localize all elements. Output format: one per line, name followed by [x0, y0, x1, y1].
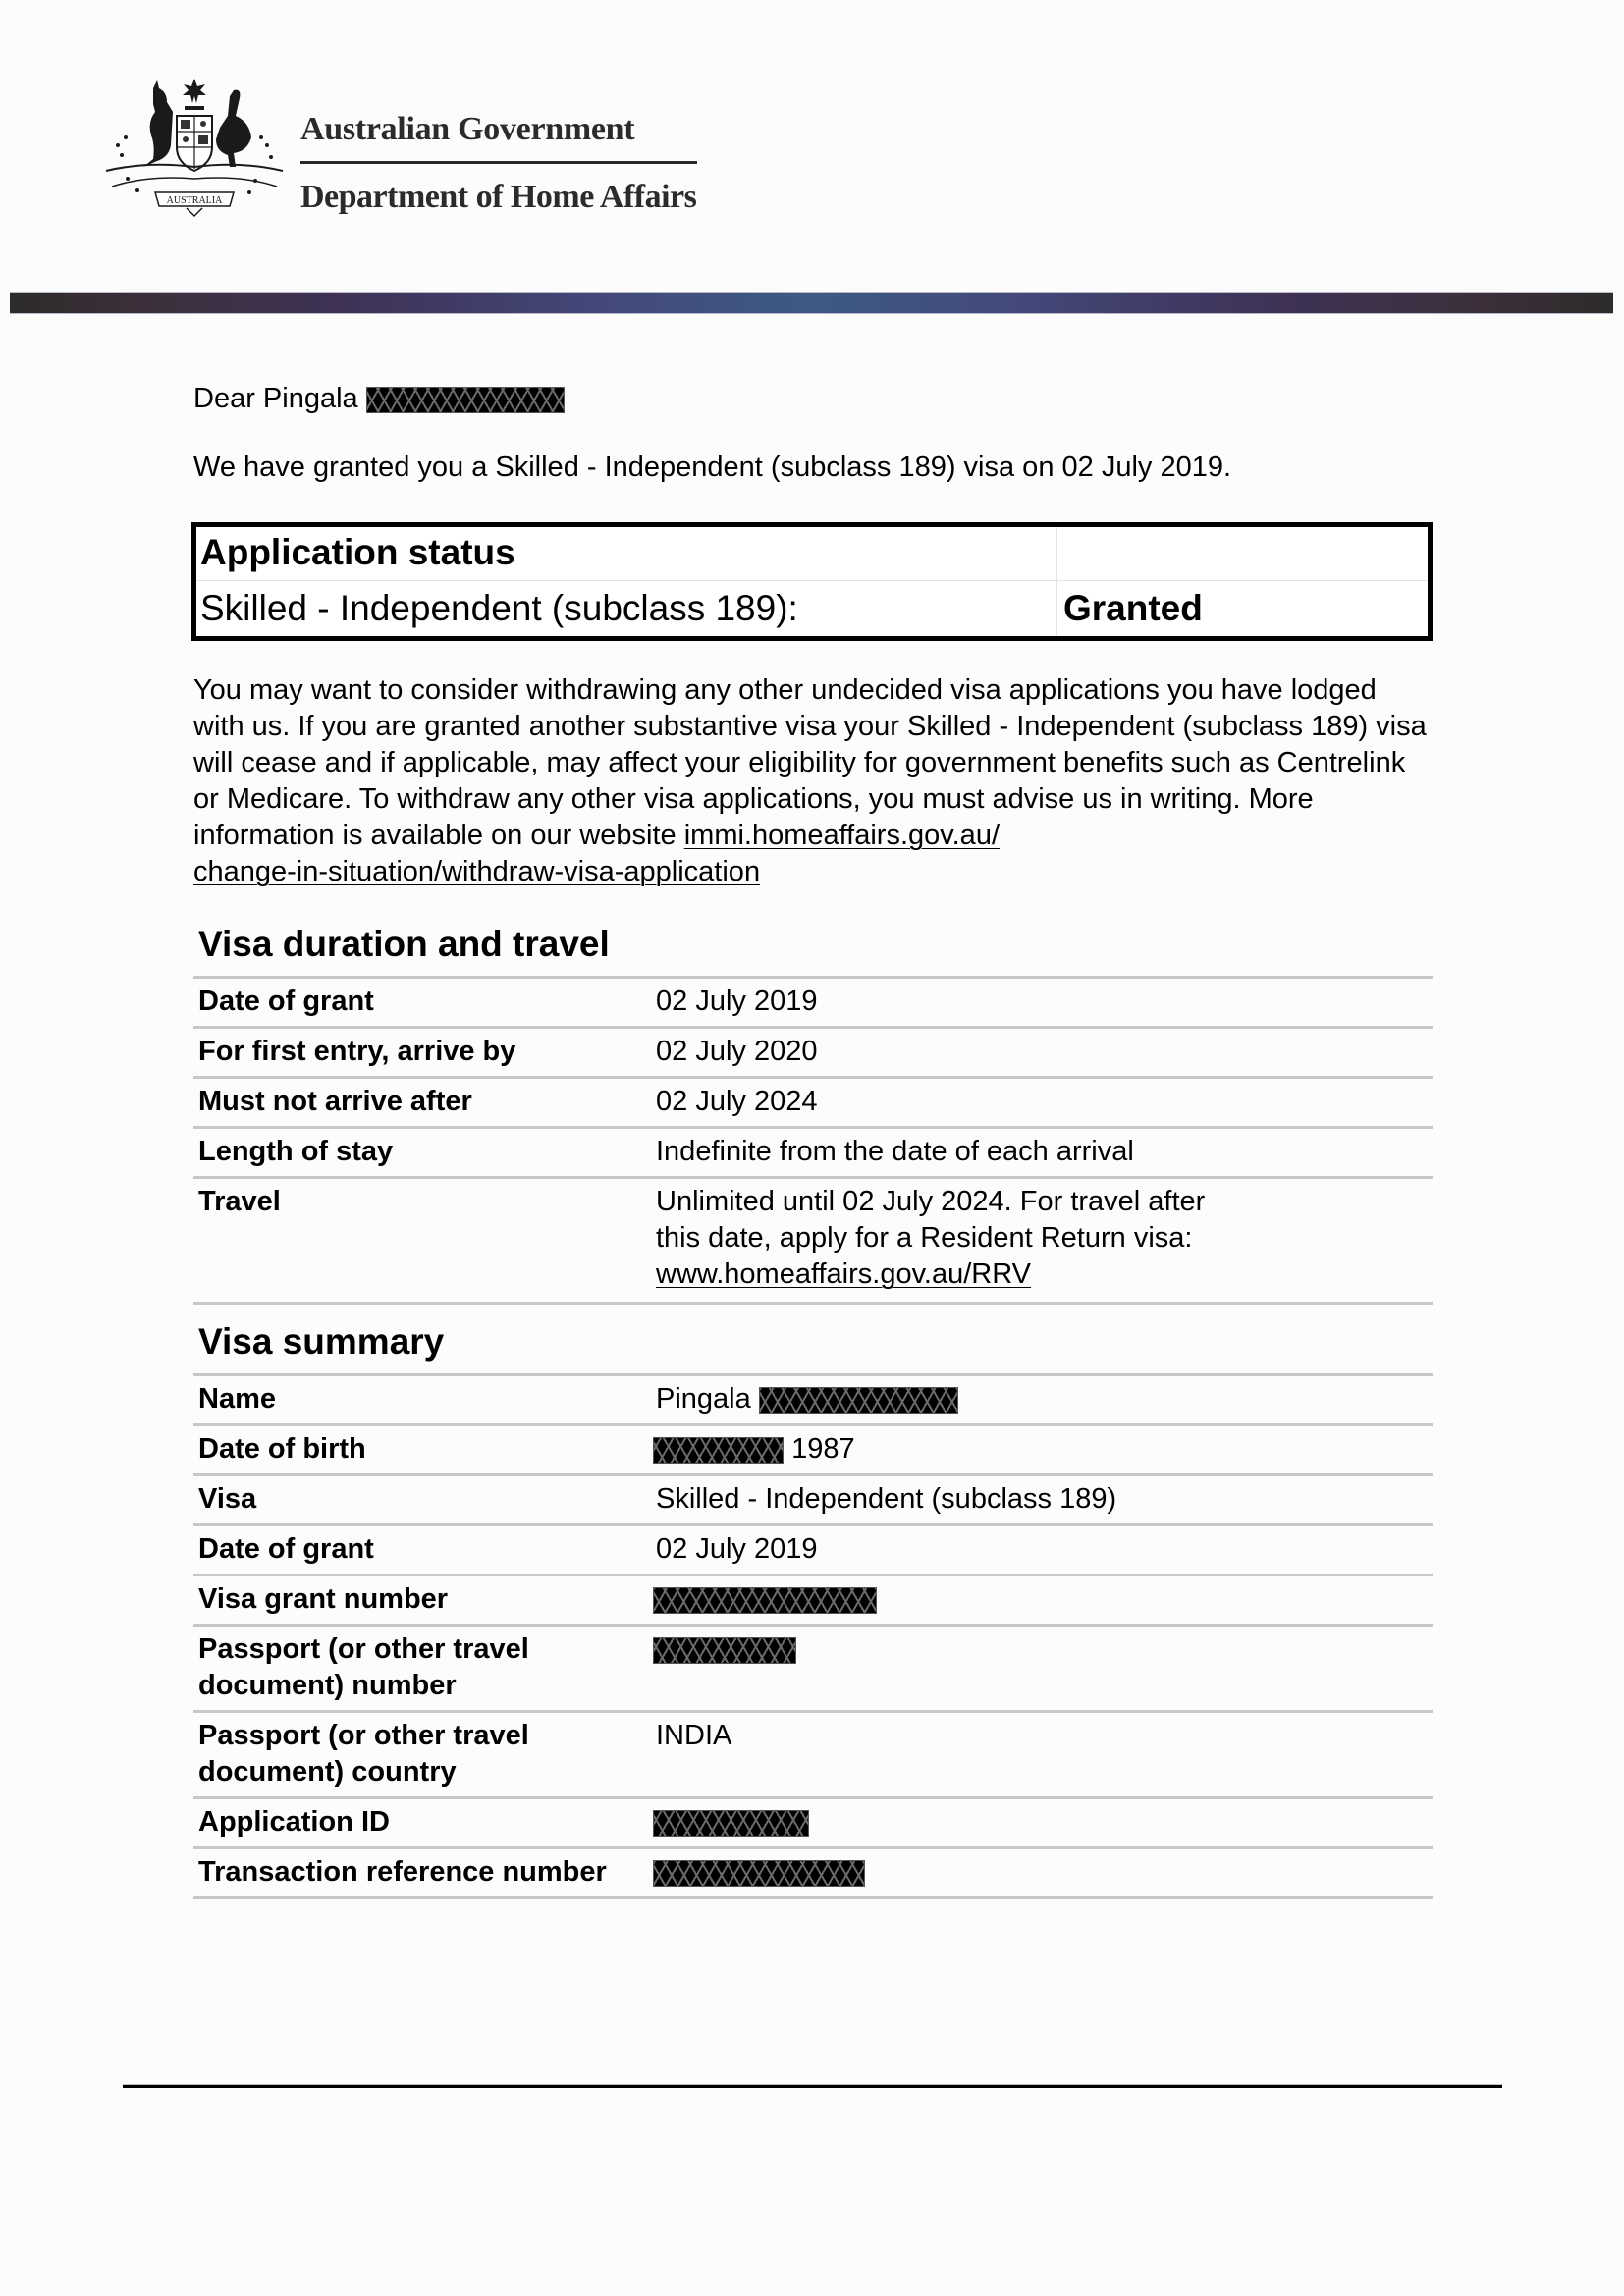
table-row [193, 1079, 1433, 1129]
withdrawal-notice [193, 672, 1433, 890]
status-visa-label: Skilled - Independent (subclass 189): [200, 588, 798, 628]
row-value: INDIA [656, 1720, 732, 1751]
table-row [193, 979, 1433, 1029]
status-row-divider [196, 580, 1428, 581]
wordmark-divider [300, 161, 697, 164]
table-row [193, 1576, 1433, 1627]
table-row [193, 1476, 1433, 1526]
visa-summary-section [193, 1320, 1433, 1899]
row-label: Passport (or other travel document) country [198, 1720, 529, 1788]
row-label: Passport (or other travel document) number [198, 1633, 529, 1701]
status-badge: Granted [1063, 588, 1203, 628]
row-label: Name [198, 1383, 276, 1415]
row-label: Length of stay [198, 1136, 394, 1167]
row-value: 02 July 2019 [656, 1533, 818, 1565]
greeting-name: Pingala [262, 383, 358, 414]
redacted-passport-number [653, 1637, 796, 1664]
table-row [193, 1129, 1433, 1179]
department-name: Department of Home Affairs [300, 179, 697, 215]
section-title: Visa duration and travel [198, 924, 610, 964]
section-title: Visa summary [198, 1321, 445, 1362]
row-label: Date of grant [198, 1533, 374, 1565]
table-row [193, 1426, 1433, 1476]
letterhead [0, 0, 1624, 291]
withdraw-application-link[interactable]: immi.homeaffairs.gov.au/ change-in-situation/withdraw-visa-application [193, 820, 1000, 887]
letter-body [193, 381, 1433, 1888]
svg-text:AUSTRALIA: AUSTRALIA [166, 195, 223, 206]
row-label: Application ID [198, 1806, 390, 1838]
row-value [656, 1631, 1433, 1704]
redacted-visa-grant-number [653, 1587, 877, 1614]
visa-summary-table [193, 1373, 1433, 1899]
status-title: Application status [200, 532, 515, 572]
redacted-application-id [653, 1810, 809, 1837]
greeting [193, 381, 1433, 417]
table-row [193, 1799, 1433, 1849]
table-row [193, 1526, 1433, 1576]
row-value [656, 1854, 1433, 1891]
resident-return-visa-link[interactable]: www.homeaffairs.gov.au/RRV [656, 1258, 1032, 1290]
status-column-divider [1056, 527, 1057, 636]
greeting-prefix: Dear [193, 383, 255, 414]
row-value: Pingala [656, 1381, 1433, 1417]
table-row [193, 1179, 1433, 1305]
grant-statement: We have granted you a Skilled - Independent (subclass 189) visa on 02 July 2019. [193, 452, 1232, 483]
table-row [193, 1849, 1433, 1899]
row-value: Unlimited until 02 July 2024. For travel after this date, apply for a Resident Return visa: www.homeaffairs.gov.au/RRV [656, 1186, 1206, 1290]
row-value: 02 July 2020 [656, 1036, 818, 1067]
government-name: Australian Government [300, 111, 635, 147]
row-label: Date of grant [198, 986, 374, 1017]
row-value: 02 July 2019 [656, 986, 818, 1017]
row-value [656, 1581, 1433, 1618]
row-label: Travel [198, 1186, 281, 1217]
row-label: Visa [198, 1483, 257, 1515]
header-banner-bar [10, 292, 1613, 314]
visa-duration-section [193, 923, 1433, 1305]
row-label: Must not arrive after [198, 1086, 472, 1117]
table-row [193, 1376, 1433, 1426]
row-value [656, 1804, 1433, 1841]
visa-duration-table [193, 976, 1433, 1305]
row-label: Transaction reference number [198, 1856, 607, 1888]
row-value: 02 July 2024 [656, 1086, 818, 1117]
redacted-surname [759, 1387, 958, 1414]
row-label: Visa grant number [198, 1583, 449, 1615]
redacted-birth-day-month [653, 1437, 784, 1464]
table-row [193, 1627, 1433, 1713]
coat-of-arms-icon [98, 77, 291, 219]
table-row [193, 1029, 1433, 1079]
row-value: Indefinite from the date of each arrival [656, 1136, 1134, 1167]
row-value: Skilled - Independent (subclass 189) [656, 1483, 1117, 1515]
row-label: Date of birth [198, 1433, 366, 1465]
table-row [193, 1713, 1433, 1799]
redacted-surname [366, 387, 565, 413]
notice-text: You may want to consider withdrawing any other undecided visa applications you have lodged with us. If you are granted another substantive visa your Skilled - Independent (subclass 189) visa will cease and if applicable, may affect your eligibility for government benefits such as Centrelink or Medicare. To withdraw any other visa applications, you must advise us in writing. More information is available on our website [193, 674, 1427, 851]
agency-wordmark [300, 110, 697, 217]
row-value: 1987 [656, 1431, 1433, 1468]
application-status-box [191, 522, 1433, 641]
row-label: For first entry, arrive by [198, 1036, 516, 1067]
redacted-transaction-reference [653, 1860, 865, 1887]
footer-divider [123, 2084, 1502, 2088]
